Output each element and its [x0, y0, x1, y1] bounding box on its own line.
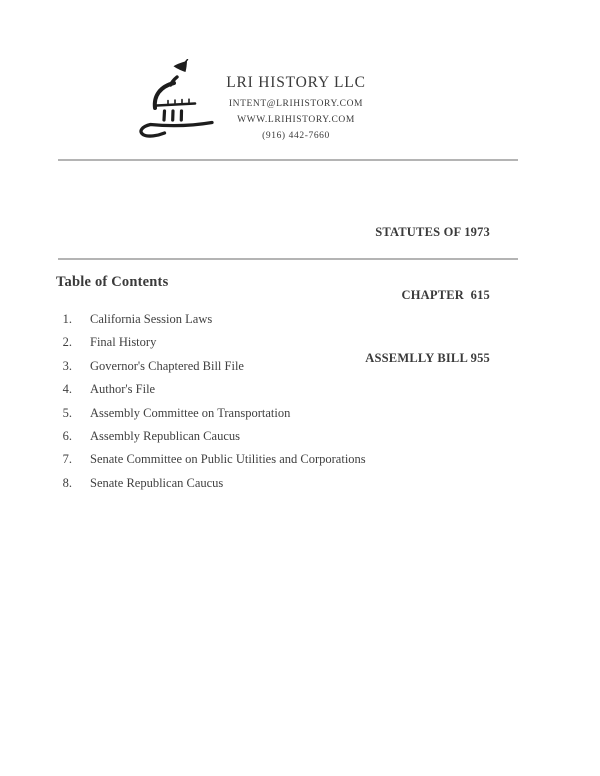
- toc-item-number: 8.: [62, 475, 72, 490]
- toc-list: [58, 311, 518, 498]
- statutes-line: STATUTES OF 1973: [375, 225, 490, 239]
- toc-item-number: 5.: [62, 405, 72, 420]
- toc-item: [58, 428, 518, 451]
- toc-item-label: Assembly Committee on Transportation: [90, 405, 291, 420]
- toc-item: [58, 381, 518, 404]
- toc-item-label: Senate Committee on Public Utilities and Corporations: [90, 452, 366, 467]
- toc-item-number: 2.: [62, 335, 72, 350]
- toc-item-label: California Session Laws: [90, 312, 213, 326]
- toc-item-number: 1.: [62, 312, 72, 326]
- toc-item-number: 3.: [62, 358, 72, 373]
- toc-item-number: 7.: [62, 452, 72, 467]
- bill-line: ASSEMLLY BILL 955: [365, 351, 490, 365]
- toc-item: [58, 358, 518, 381]
- toc-title: Table of Contents: [56, 274, 169, 290]
- company-website: WWW.LRIHISTORY.COM: [237, 115, 355, 125]
- toc-item-label: Assembly Republican Caucus: [90, 428, 240, 443]
- toc-item-label: Senate Republican Caucus: [90, 475, 224, 490]
- toc-item-label: Governor's Chaptered Bill File: [90, 358, 244, 373]
- toc-item-label: Author's File: [90, 382, 156, 397]
- toc-item: [58, 334, 518, 357]
- divider-bottom: [58, 258, 518, 260]
- toc-item-label: Final History: [90, 335, 157, 350]
- toc-item-number: 6.: [62, 428, 72, 443]
- toc-item: [58, 311, 518, 334]
- company-name: LRI HISTORY LLC: [226, 74, 366, 91]
- chapter-line: CHAPTER 615: [401, 288, 490, 302]
- letterhead: [166, 73, 426, 144]
- toc-item: [58, 405, 518, 428]
- toc-item: [58, 451, 518, 474]
- toc-item: [58, 475, 518, 498]
- divider-top: [58, 159, 518, 161]
- toc-item-number: 4.: [62, 382, 72, 397]
- company-phone: (916) 442-7660: [262, 131, 330, 141]
- company-email: INTENT@LRIHISTORY.COM: [228, 99, 364, 109]
